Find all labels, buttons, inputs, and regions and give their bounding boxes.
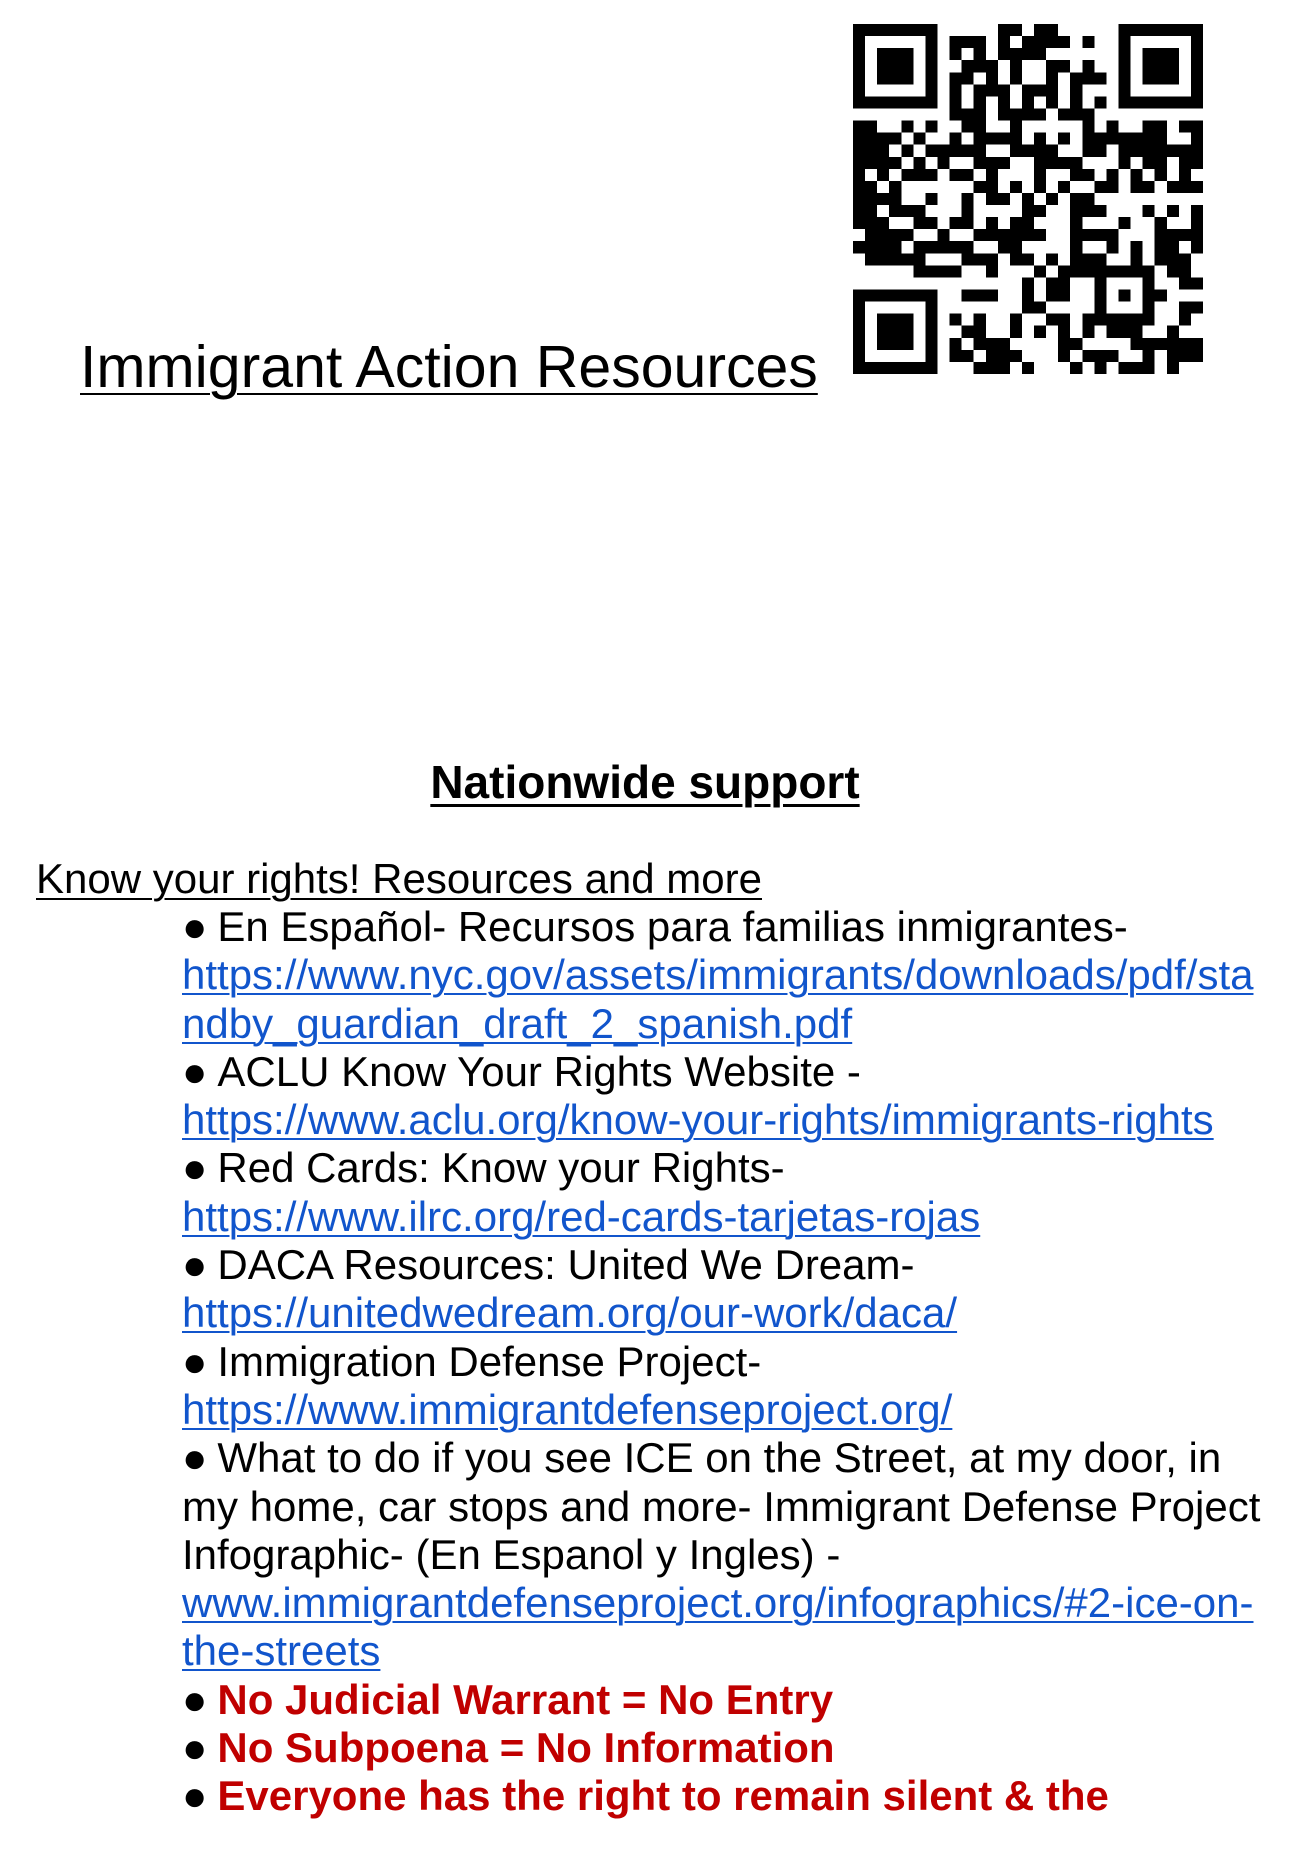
resource-label: What to do if you see ICE on the Street, at my door, in my home, car stops and more- Immigrant Defense Project Infographic- (En Espanol y Ingles) - (182, 1434, 1261, 1578)
list-item (182, 1241, 1262, 1338)
bullet-icon: ● (182, 1724, 208, 1772)
bullet-icon: ● (182, 903, 208, 950)
warning-text: No Judicial Warrant = No Entry (217, 1675, 834, 1723)
bullet-icon: ● (182, 1047, 208, 1095)
list-item (182, 1724, 1262, 1772)
list-item (182, 1434, 1262, 1675)
qr-code-icon[interactable] (853, 24, 1203, 374)
resource-label: Red Cards: Know your Rights- (217, 1144, 785, 1192)
bullet-icon: ● (182, 1772, 208, 1820)
warning-text: No Subpoena = No Information (217, 1724, 835, 1772)
resource-link[interactable]: www.immigrantdefenseproject.org/infographics/#2-ice-on-the-streets (182, 1579, 1254, 1675)
resource-label: DACA Resources: United We Dream- (217, 1241, 915, 1289)
resource-link[interactable]: https://unitedwedream.org/our-work/daca/ (182, 1289, 958, 1337)
resource-label: Immigration Defense Project- (217, 1337, 762, 1385)
resource-link[interactable]: https://www.nyc.gov/assets/immigrants/downloads/pdf/standby_guardian_draft_2_spanish.pdf (182, 951, 1254, 1047)
resource-label: ACLU Know Your Rights Website - (217, 1047, 861, 1095)
list-item (182, 1048, 1262, 1145)
bullet-icon: ● (182, 1337, 208, 1385)
resource-list (182, 903, 1262, 1821)
resource-label: En Español- Recursos para familias inmigrantes- (217, 903, 1128, 950)
list-item (182, 1772, 1262, 1820)
resource-link[interactable]: https://www.aclu.org/know-your-rights/immigrants-rights (182, 1096, 1214, 1144)
list-item (182, 1144, 1262, 1241)
bullet-icon: ● (182, 1241, 208, 1289)
bullet-icon: ● (182, 1144, 208, 1192)
page-title: Immigrant Action Resources (80, 334, 818, 400)
bullet-icon: ● (182, 1675, 208, 1723)
resource-link[interactable]: https://www.immigrantdefenseproject.org/ (182, 1385, 953, 1433)
list-item (182, 903, 1262, 1048)
list-item (182, 1676, 1262, 1724)
list-item (182, 1338, 1262, 1435)
bullet-icon: ● (182, 1434, 208, 1482)
resource-link[interactable]: https://www.ilrc.org/red-cards-tarjetas-rojas (182, 1192, 981, 1240)
warning-text: Everyone has the right to remain silent & the (217, 1772, 1109, 1820)
section-heading: Nationwide support (430, 756, 860, 808)
know-your-rights-subheading: Know your rights! Resources and more (36, 855, 762, 902)
